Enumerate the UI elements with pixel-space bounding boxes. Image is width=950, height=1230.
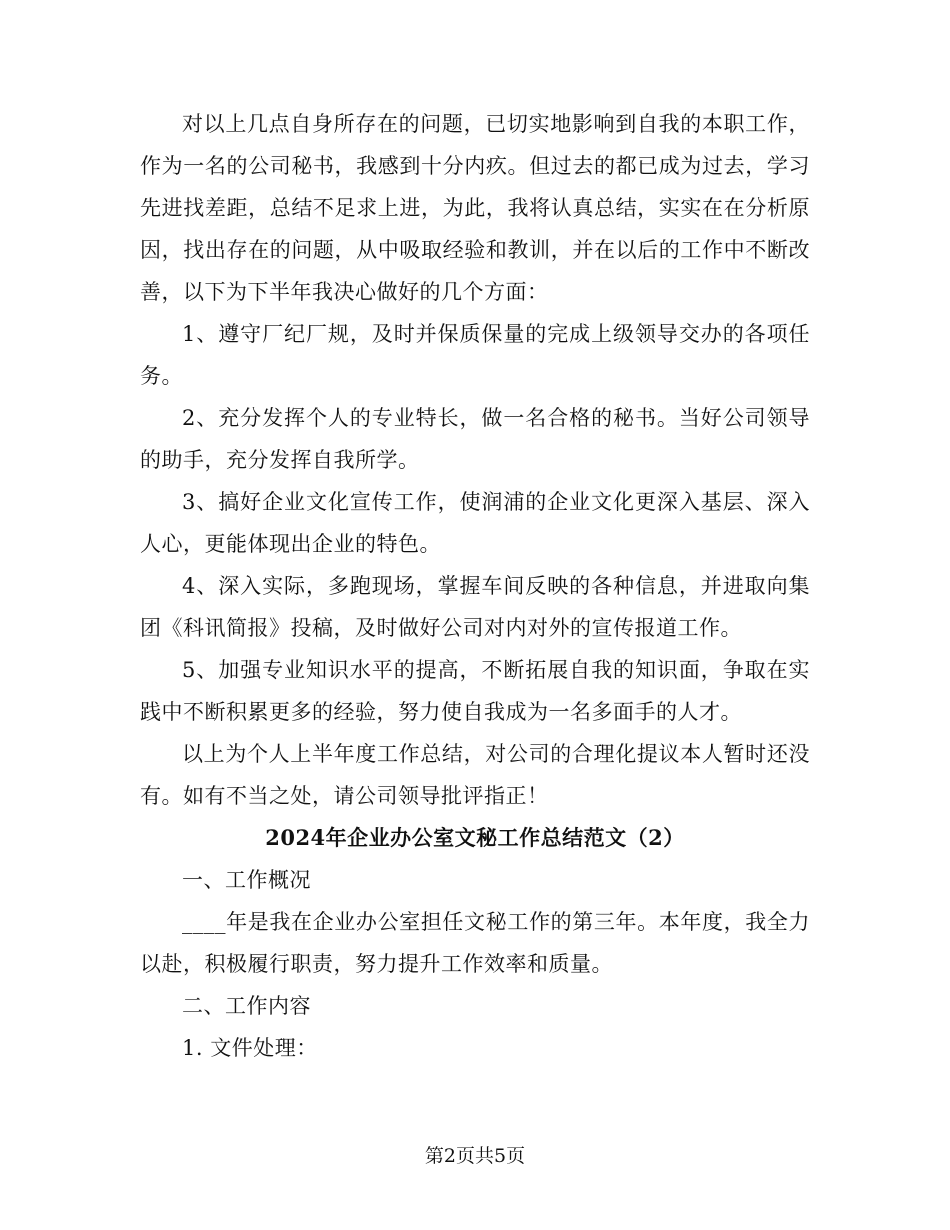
subheading-file-processing: 1. 文件处理： [182, 1036, 318, 1060]
heading-work-overview: 一、工作概况 [182, 868, 311, 892]
paragraph-item-1: 1、遵守厂纪厂规，及时并保质保量的完成上级领导交办的各项任务。 [140, 322, 810, 388]
paragraph-item-3: 3、搞好企业文化宣传工作，使润浦的企业文化更深入基层、深入人心，更能体现出企业的特色。 [140, 490, 810, 556]
paragraph-self-reflection: 对以上几点自身所存在的问题，已切实地影响到自我的本职工作，作为一名的公司秘书，我感到十分内疚。但过去的都已成为过去，学习先进找差距，总结不足求上进，为此，我将认真总结，实实在在分析原因，找出存在的问题，从中吸取经验和教训，并在以后的工作中不断改善，以下为下半年我决心做好的几个方面： [140, 112, 810, 304]
paragraph-item-4: 4、深入实际，多跑现场，掌握车间反映的各种信息，并进取向集团《科讯简报》投稿，及时做好公司对内对外的宣传报道工作。 [140, 574, 810, 640]
paragraph-closing: 以上为个人上半年度工作总结，对公司的合理化提议本人暂时还没有。如有不当之处，请公司领导批评指正！ [140, 742, 810, 808]
paragraph-item-2: 2、充分发挥个人的专业特长，做一名合格的秘书。当好公司领导的助手，充分发挥自我所学。 [140, 406, 810, 472]
document-body [140, 103, 810, 1069]
heading-work-content: 二、工作内容 [182, 994, 311, 1018]
paragraph-overview: ____年是我在企业办公室担任文秘工作的第三年。本年度，我全力以赴，积极履行职责，努力提升工作效率和质量。 [140, 910, 810, 976]
section-title: 2024年企业办公室文秘工作总结范文（2） [265, 825, 685, 850]
paragraph-item-5: 5、加强专业知识水平的提高，不断拓展自我的知识面，争取在实践中不断积累更多的经验，努力使自我成为一名多面手的人才。 [140, 658, 810, 724]
page-number: 第2页共5页 [424, 1145, 526, 1167]
